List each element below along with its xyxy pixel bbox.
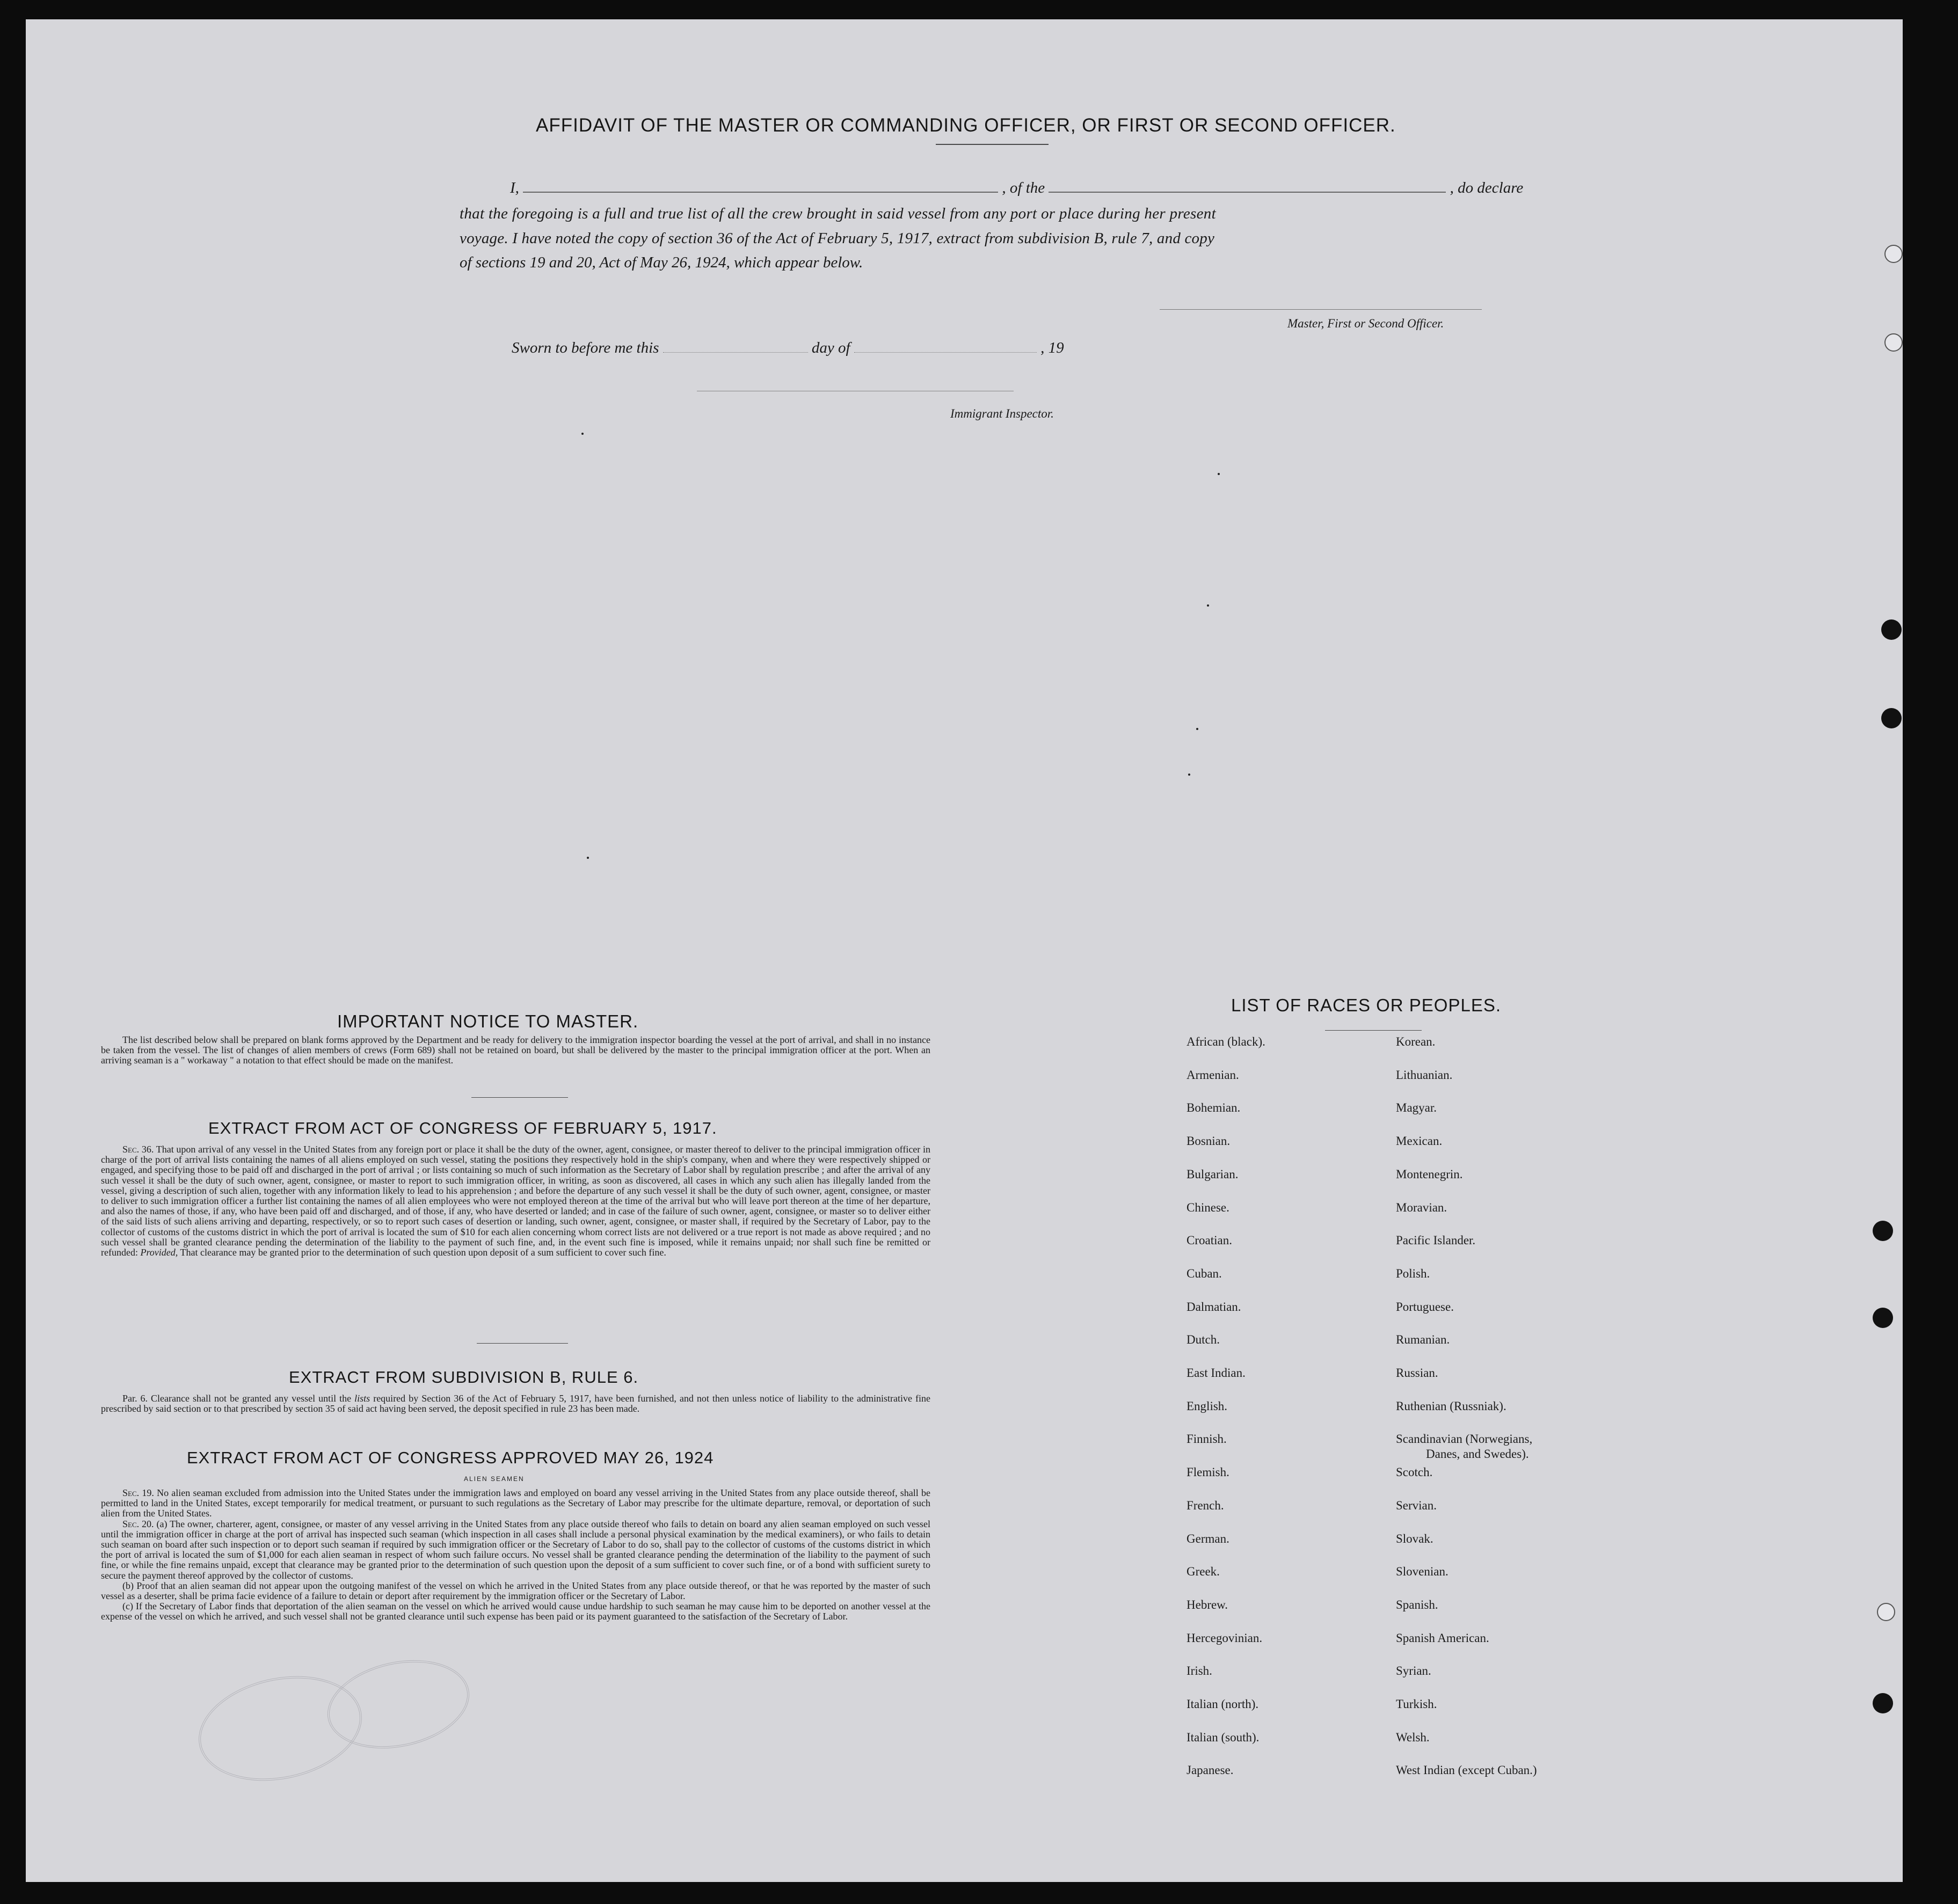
race-right-item: Scandinavian (Norwegians,	[1396, 1432, 1533, 1446]
extract-1917-rule	[477, 1343, 568, 1344]
race-right-item: Spanish American.	[1396, 1631, 1489, 1645]
race-left-item: Cuban.	[1187, 1266, 1222, 1280]
extract-rule6-title: EXTRACT FROM SUBDIVISION B, RULE 6.	[289, 1368, 639, 1387]
race-right-item: Slovak.	[1396, 1531, 1433, 1545]
sec-36-body: That upon arrival of any vessel in the United States from any foreign port or place it shall be the duty of the owner, agent, consignee, or master thereof to deliver to the principal immigration officer in charge of the port of arrival lists containing the names of all aliens employed on such vessel, stating the positions they respectively hold in the ship's company, when and where they were respectively shipped or engaged, and specifying those to be paid off and discharged in the port of arrival ; or lists containing so much of such information as the Secretary of Labor shall by regulation prescribe ; and after the arrival of any such vessel it shall be the duty of such owner, agent, consignee, or master to report to such immigration officer, in writing, as soon as discovered, all cases in which any such alien has illegally landed from the vessel, giving a description of such alien, together with any information likely to lead to his apprehension ; and before the departure of any such vessel it shall be the duty of such owner, agent, consignee, or master to deliver to such immigration officer a further list containing the names of all alien employees who were not employed thereon at the time of the arrival but who will leave port thereon at the time of her departure, and also the names of those, if any, who have been paid off and discharged, and of those, if any, who have deserted or landed; and in case of the failure of such owner, agent, consignee, or master so to deliver either of the said lists of such aliens arriving and departing, respectively, or so to report such cases of desertion or landing, such owner, agent, consignee, or master shall, if required by the Secretary of Labor, pay to the collector of customs of the customs district in which the port of arrival is located the sum of $10 for each alien concerning whom correct lists are not delivered or a true report is not made as above required ; and no such vessel shall be granted clearance pending the determination of the liability to the payment of such fine, and, in the event such fine is imposed, while it remains unpaid; nor shall such fine be remitted or refunded:	[101, 1144, 930, 1258]
race-right-item: Pacific Islander.	[1396, 1234, 1476, 1248]
race-left-item: Bohemian.	[1187, 1101, 1241, 1115]
extract-1917-text	[101, 1144, 930, 1258]
race-left-item: Greek.	[1187, 1565, 1220, 1579]
race-right-item: Turkish.	[1396, 1697, 1437, 1711]
race-right-item: Servian.	[1396, 1498, 1437, 1512]
race-left-item: Croatian.	[1187, 1234, 1232, 1248]
race-right-item: Spanish.	[1396, 1597, 1438, 1611]
sworn-day-field[interactable]	[663, 352, 808, 353]
speck	[1196, 728, 1198, 730]
extract-1924-text	[101, 1488, 930, 1622]
master-signature-line[interactable]	[1160, 309, 1482, 310]
sec-20a-paragraph	[101, 1519, 930, 1581]
race-left-item: Chinese.	[1187, 1200, 1229, 1214]
race-right-item: Ruthenian (Russniak).	[1396, 1399, 1506, 1413]
race-left-item: Hercegovinian.	[1187, 1631, 1263, 1645]
race-left-item: Italian (south).	[1187, 1730, 1260, 1744]
race-right-item: Polish.	[1396, 1266, 1430, 1280]
race-right-item: Welsh.	[1396, 1730, 1430, 1744]
speck	[587, 857, 589, 859]
punch-hole	[1884, 245, 1903, 263]
master-signature-label: Master, First or Second Officer.	[1287, 317, 1444, 330]
punch-hole	[1881, 708, 1902, 728]
race-left-item: Japanese.	[1187, 1763, 1234, 1777]
day-of-label: day of	[811, 339, 850, 356]
races-title: LIST OF RACES OR PEOPLES.	[1231, 995, 1502, 1015]
race-left-item: Armenian.	[1187, 1068, 1239, 1082]
affidavit-title: AFFIDAVIT OF THE MASTER OR COMMANDING OFFICER, OR FIRST OR SECOND OFFICER.	[536, 115, 1396, 136]
rule6-body-a: Par. 6. Clearance shall not be granted any vessel until the	[122, 1393, 352, 1404]
of-the-label: , of the	[1002, 179, 1045, 196]
affidavit-line-3: voyage. I have noted the copy of section 36 of the Act of February 5, 1917, extract from subdivision B, rule 7, and copy	[460, 230, 1215, 247]
race-left-item: French.	[1187, 1498, 1224, 1512]
race-right-item: Danes, and Swedes).	[1426, 1447, 1529, 1461]
race-left-item: Hebrew.	[1187, 1597, 1228, 1611]
race-left-item: German.	[1187, 1531, 1229, 1545]
sworn-month-field[interactable]	[854, 352, 1037, 353]
section-36-paragraph	[101, 1144, 930, 1258]
officer-name-field[interactable]	[523, 192, 998, 193]
races-title-rule	[1325, 1030, 1422, 1031]
sec-19-paragraph	[101, 1488, 930, 1519]
vessel-name-field[interactable]	[1049, 192, 1446, 193]
lists-word: lists	[354, 1393, 370, 1404]
notice-rule	[471, 1097, 568, 1098]
sec-19-body: No alien seaman excluded from admission into the United States under the immigration laws and employed on board any vessel arriving in the United States from any place outside thereof, shall be permitted to land in the United States, except temporarily for medical treatment, or pursuant to such regulations as the Secretary of Labor may prescribe for the ultimate departure, removal, or deportation of such alien from the United States.	[101, 1487, 931, 1519]
punch-hole	[1877, 1603, 1895, 1621]
speck	[1218, 473, 1220, 475]
race-right-item: Korean.	[1396, 1035, 1436, 1048]
race-left-item: English.	[1187, 1399, 1228, 1413]
inspector-label: Immigrant Inspector.	[950, 407, 1054, 420]
affidavit-declaration-line	[510, 179, 1523, 197]
race-left-item: Finnish.	[1187, 1432, 1227, 1446]
affidavit-line-4: of sections 19 and 20, Act of May 26, 1924, which appear below.	[460, 254, 863, 271]
speck	[1207, 604, 1209, 607]
race-left-item: Flemish.	[1187, 1465, 1229, 1479]
extract-1924-title: EXTRACT FROM ACT OF CONGRESS APPROVED MAY 26, 1924	[187, 1448, 714, 1467]
extract-1917-title: EXTRACT FROM ACT OF CONGRESS OF FEBRUARY 5, 1917.	[208, 1119, 717, 1137]
punch-hole	[1884, 333, 1903, 352]
race-left-item: Italian (north).	[1187, 1697, 1259, 1711]
race-right-item: Syrian.	[1396, 1664, 1431, 1678]
sec-36-label: Sec. 36.	[122, 1144, 154, 1155]
speck	[581, 433, 584, 435]
sworn-label: Sworn to before me this	[512, 339, 659, 356]
notice-paragraph: The list described below shall be prepared on blank forms approved by the Department and be ready for delivery to the immigration inspector boarding the vessel at the port of arrival, and shall in no instance be taken from the vessel. The list of changes of alien members of crews (Form 689) shall not be retained on board, but shall be delivered by the master to the principal immigration officer at the port. When an arriving seaman is a " workaway " a notation to that effect should be made on the manifest.	[101, 1034, 930, 1066]
race-left-item: African (black).	[1187, 1035, 1265, 1048]
race-right-item: Rumanian.	[1396, 1333, 1450, 1347]
punch-hole	[1873, 1221, 1893, 1241]
sec-36-body-end: That clearance may be granted prior to the determination of such question upon deposit of a sum sufficient to cover such fine.	[180, 1247, 666, 1258]
alien-seamen-subtitle: ALIEN SEAMEN	[464, 1475, 525, 1483]
race-right-item: Magyar.	[1396, 1101, 1437, 1115]
sec-20b-paragraph: (b) Proof that an alien seaman did not appear upon the outgoing manifest of the vessel on which he arrived in the United States from any place outside thereof, or that he was reported by the master of such vessel as a deserter, shall be prima facie evidence of a failure to detain or deport after requirement by the immigration officer or the Secretary of Labor.	[101, 1580, 930, 1602]
race-left-item: Dutch.	[1187, 1333, 1220, 1347]
punch-hole	[1873, 1308, 1893, 1328]
race-right-item: Montenegrin.	[1396, 1167, 1463, 1181]
notice-text	[101, 1035, 930, 1066]
sworn-line	[512, 339, 1064, 357]
i-label: I,	[510, 179, 519, 196]
race-left-item: Irish.	[1187, 1664, 1212, 1678]
punch-hole	[1873, 1693, 1893, 1713]
provided-label: Provided,	[140, 1247, 178, 1258]
race-left-item: Dalmatian.	[1187, 1300, 1241, 1314]
rule6-paragraph	[101, 1394, 930, 1414]
year-label: , 19	[1040, 339, 1064, 356]
race-right-item: Moravian.	[1396, 1200, 1447, 1214]
race-right-item: Lithuanian.	[1396, 1068, 1453, 1082]
sec-20-label: Sec. 20.	[122, 1518, 154, 1529]
speck	[1188, 774, 1190, 776]
race-right-item: Slovenian.	[1396, 1565, 1449, 1579]
punch-hole	[1881, 619, 1902, 640]
race-right-item: Portuguese.	[1396, 1300, 1454, 1314]
document-page	[26, 19, 1903, 1882]
race-left-item: East Indian.	[1187, 1366, 1246, 1380]
race-right-item: Scotch.	[1396, 1465, 1433, 1479]
race-left-item: Bosnian.	[1187, 1134, 1231, 1148]
sec-20a-body: (a) The owner, charterer, agent, consignee, or master of any vessel arriving in the United States from any place outside thereof who fails to detain on board any alien seaman employed on such vessel until the immigration officer in charge at the port of arrival has inspected such seaman (which inspection in all cases shall include a personal physical examination by the medical examiners), or who fails to detain such seaman on board after such inspection or to deport such seaman if required by such immigration officer or the Secretary of Labor to do so, shall pay to the collector of customs of the customs district in which the port of arrival is located the sum of $1,000 for each alien seaman in respect of whom such failure occurs. No vessel shall be granted clearance pending the determination of the liability to the payment of such fine, or while the fine remains unpaid, except that clearance may be granted prior to the determination of such question upon the deposit of a sum sufficient to cover such fine, or of a bond with sufficient surety to secure the payment thereof approved by the collector of customs.	[101, 1518, 931, 1581]
race-right-item: Mexican.	[1396, 1134, 1443, 1148]
affidavit-title-rule	[936, 144, 1049, 145]
notice-title: IMPORTANT NOTICE TO MASTER.	[337, 1011, 639, 1031]
sec-20c-paragraph: (c) If the Secretary of Labor finds that deportation of the alien seaman on the vessel on which he arrived would cause undue hardship to such seaman he may cause him to be deported on another vessel at the expense of the vessel on which he arrived, and such vessel shall not be granted clearance until such expense has been paid or its payment guaranteed to the satisfaction of the Secretary of Labor.	[101, 1601, 930, 1622]
affidavit-line-2: that the foregoing is a full and true list of all the crew brought in said vessel from any port or place during her present	[460, 205, 1216, 222]
race-right-item: West Indian (except Cuban.)	[1396, 1763, 1537, 1777]
extract-rule6-text	[101, 1394, 930, 1414]
rule6-body-b: required by Section 36 of the Act of February 5, 1917, have been furnished, and not then unless notice of liability to the administrative fine prescribed by said section or to that prescribed by section 35 of said act having been served, the deposit specified in rule 23 has been made.	[101, 1393, 931, 1414]
race-left-item: Bulgarian.	[1187, 1167, 1239, 1181]
declare-label: , do declare	[1450, 179, 1524, 196]
race-right-item: Russian.	[1396, 1366, 1438, 1380]
sec-19-label: Sec. 19.	[122, 1487, 154, 1498]
